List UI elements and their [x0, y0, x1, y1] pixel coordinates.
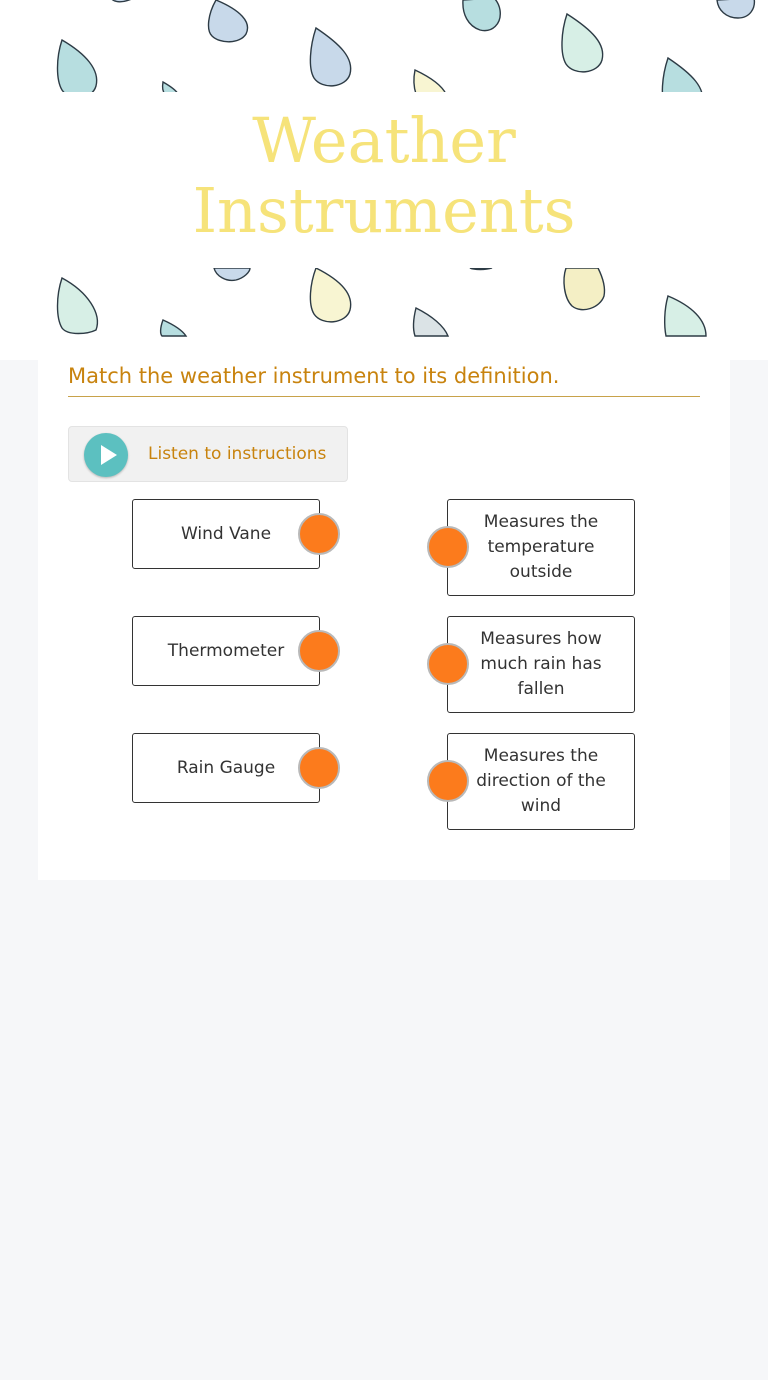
instruction-heading: Match the weather instrument to its definition. [68, 364, 700, 397]
right-item-wind-direction[interactable]: Measures the direction of the wind [447, 733, 635, 830]
raindrop-icon [463, 0, 500, 31]
raindrop-icon [665, 296, 706, 336]
left-item-wind-vane[interactable]: Wind Vane [132, 499, 320, 569]
left-connector-thermometer[interactable] [298, 630, 340, 672]
raindrop-icon [414, 70, 446, 94]
right-item-rain[interactable]: Measures how much rain has fallen [447, 616, 635, 713]
worksheet-header [0, 0, 768, 360]
raindrop-icon [717, 0, 754, 18]
raindrop-icon [214, 268, 250, 280]
raindrop-icon [564, 268, 605, 310]
raindrop-icon [161, 320, 186, 336]
play-icon[interactable] [84, 433, 128, 477]
raindrop-icon [562, 14, 603, 72]
raindrop-icon [58, 278, 98, 334]
raindrop-icon [113, 0, 138, 2]
page-title-line-2: Instruments [192, 174, 576, 247]
raindrop-icon [310, 28, 350, 86]
right-connector-temperature[interactable] [427, 526, 469, 568]
right-item-temperature[interactable]: Measures the temperature outside [447, 499, 635, 596]
page-title [0, 106, 768, 246]
right-connector-wind-direction[interactable] [427, 760, 469, 802]
matching-activity-card [38, 360, 730, 880]
raindrop-icon [58, 40, 97, 98]
left-item-thermometer[interactable]: Thermometer [132, 616, 320, 686]
raindrop-icon [470, 268, 492, 270]
raindrop-icon [414, 308, 448, 336]
left-connector-wind-vane[interactable] [298, 513, 340, 555]
raindrop-icon [209, 0, 248, 42]
left-item-rain-gauge[interactable]: Rain Gauge [132, 733, 320, 803]
right-connector-rain[interactable] [427, 643, 469, 685]
page-title-line-1: Weather [252, 104, 516, 177]
left-connector-rain-gauge[interactable] [298, 747, 340, 789]
raindrop-icon [310, 268, 350, 322]
listen-instructions-button[interactable] [68, 426, 348, 482]
listen-instructions-label: Listen to instructions [148, 444, 327, 464]
